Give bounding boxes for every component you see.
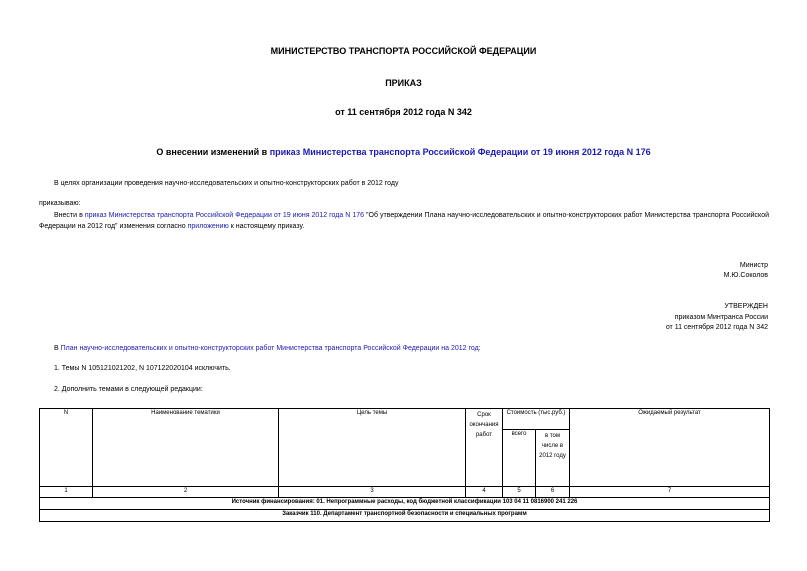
header-num: N [40,409,93,487]
main-paragraph [39,210,769,232]
subject-link[interactable]: приказ Министерства транспорта Российской Федерации от 19 июня 2012 года N 176 [269,147,651,157]
appendix-link[interactable]: приложению [187,223,229,230]
intro-paragraph: В целях организации проведения научно-исследовательских и опытно-конструкторских работ в 2012 году [54,180,399,187]
main-prefix: Внести в [54,212,85,219]
topics-table [39,408,770,522]
order-word: приказываю: [39,200,81,207]
header-cost-2012: в том числе в 2012 году [536,430,570,487]
main-mid: "Об утверждении Плана научно-исследовательских и опытно-конструкторских работ Министерства транспорта Российской Федерации на 2012 год" изменения согласно [39,212,770,230]
approval-line-1: УТВЕРЖДЕН [724,303,768,310]
signature-name: М.Ю.Соколов [723,272,768,279]
header-topic: Наименование тематики [93,409,279,487]
col-number: 5 [503,487,536,498]
header-goal: Цель темы [279,409,466,487]
document-subject [0,147,807,157]
main-order-link[interactable]: приказ Министерства транспорта Российской Федерации от 19 июня 2012 года N 176 [84,212,364,219]
approval-line-2: приказом Минтранса России [674,314,768,321]
amendments-intro [54,345,481,352]
plan-link[interactable]: План научно-исследовательских и опытно-конструкторских работ Министерства транспорта Российской Федерации на 2012 год [60,345,479,352]
amendments-prefix: В [54,345,61,352]
col-number: 4 [466,487,503,498]
main-suffix: к настоящему приказу. [228,223,305,230]
col-number: 1 [40,487,93,498]
customer-row: Заказчик 110. Департамент транспортной безопасности и специальных программ [40,510,770,522]
approval-line-3: от 11 сентября 2012 года N 342 [665,324,768,331]
document-date: от 11 сентября 2012 года N 342 [335,107,472,117]
amendment-item-1: 1. Темы N 105121021202, N 107122020104 исключить. [54,365,231,372]
col-number: 2 [93,487,279,498]
col-number: 3 [279,487,466,498]
col-number: 6 [536,487,570,498]
header-result: Ожидаемый результат [570,409,770,487]
subject-prefix: О внесении изменений в [156,147,270,157]
signature-title: Министр [739,262,768,269]
col-number: 7 [570,487,770,498]
header-cost-total: всего [503,430,536,487]
document-type: ПРИКАЗ [385,78,422,88]
amendments-suffix: : [478,345,481,352]
header-deadline: Срок окончания работ [466,409,503,487]
amendment-item-2: 2. Дополнить темами в следующей редакции: [54,386,203,393]
ministry-title: МИНИСТЕРСТВО ТРАНСПОРТА РОССИЙСКОЙ ФЕДЕРАЦИИ [270,46,537,56]
funding-row: Источник финансирования: 01. Непрограммные расходы, код бюджетной классификации 103 04 11 0816900 241 226 [40,498,770,510]
header-cost: Стоимость (тыс.руб.) [503,409,570,430]
